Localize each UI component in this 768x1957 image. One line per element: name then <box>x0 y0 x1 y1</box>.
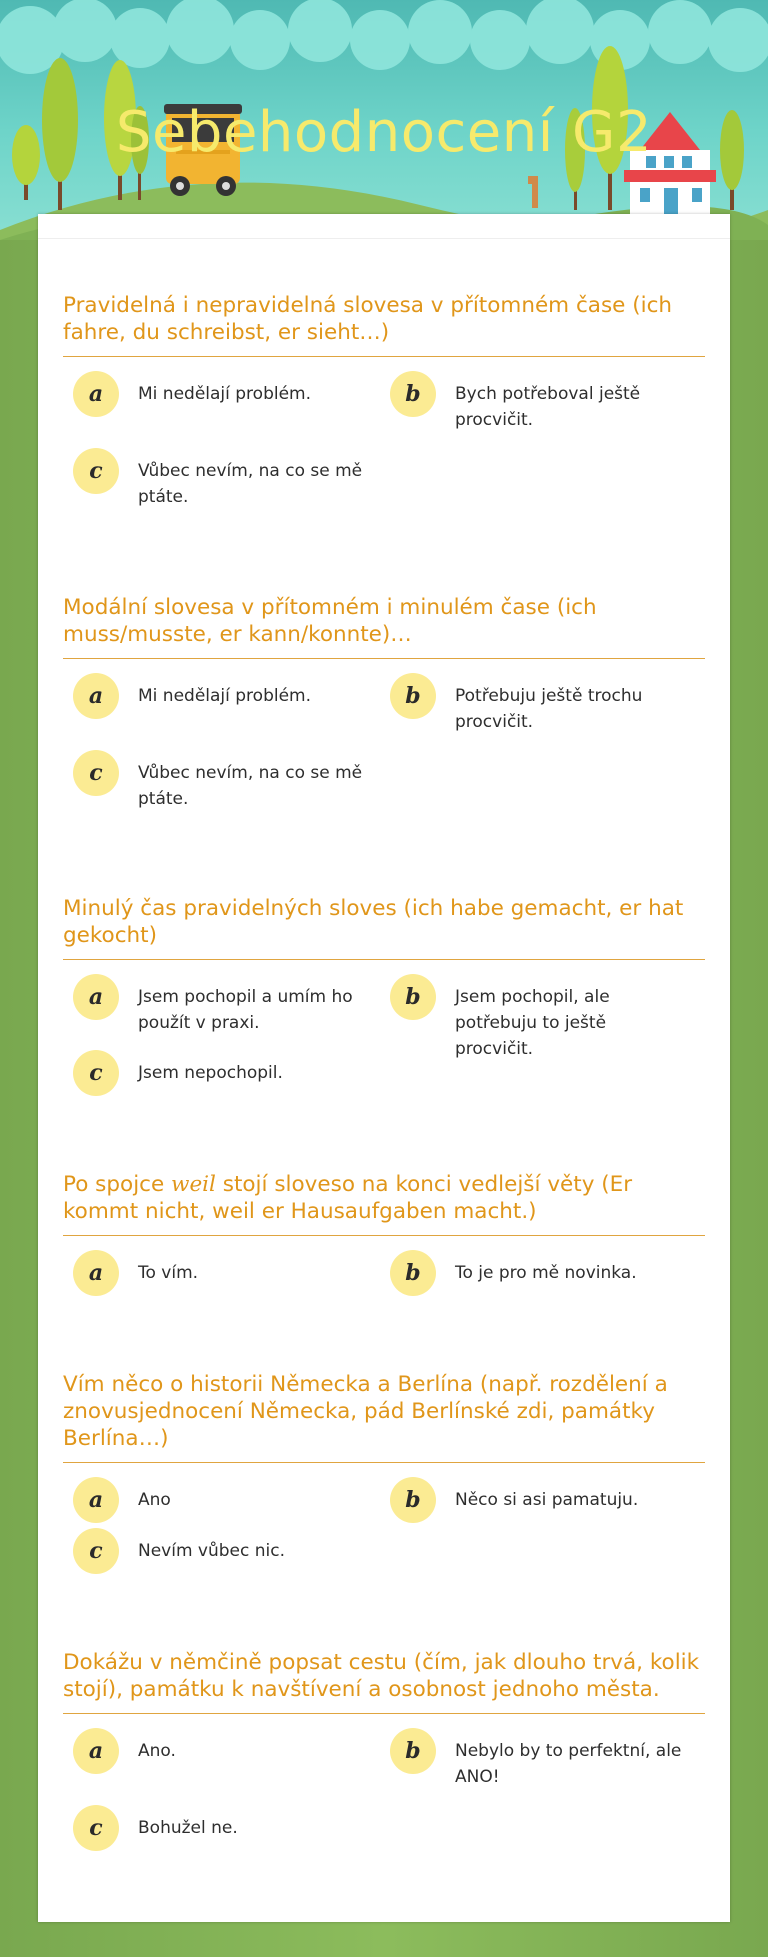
question-5 <box>63 1371 705 1577</box>
option-letter-badge: b <box>390 371 436 417</box>
option-letter-badge: b <box>390 1728 436 1774</box>
option-letter-badge: a <box>73 974 119 1020</box>
option-text: Jsem nepochopil. <box>138 1063 283 1083</box>
option-letter-badge: b <box>390 1477 436 1523</box>
options-list <box>63 1250 705 1300</box>
options-list <box>63 371 705 505</box>
option-text: Mi nedělají problém. <box>138 384 312 404</box>
question-title <box>63 1171 705 1236</box>
option-text: To vím. <box>138 1263 199 1283</box>
option-letter-badge: c <box>73 1050 119 1096</box>
option-text: Ano. <box>138 1741 176 1761</box>
question-title-start: Po spojce <box>63 1172 172 1197</box>
option-letter-badge: a <box>73 371 119 417</box>
divider <box>38 238 730 239</box>
options-list <box>63 673 705 807</box>
option-letter-badge: a <box>73 1728 119 1774</box>
question-2 <box>63 594 705 807</box>
option-text: Vůbec nevím, na co se mě ptáte. <box>138 461 363 507</box>
option-letter-badge: b <box>390 673 436 719</box>
survey-card <box>38 214 730 1922</box>
header-banner <box>0 0 768 240</box>
option-text: Mi nedělají problém. <box>138 686 312 706</box>
option-text: Bohužel ne. <box>138 1818 238 1838</box>
question-title: Modální slovesa v přítomném i minulém čase (ich muss/musste, er kann/konnte)… <box>63 594 705 659</box>
option-text: Potřebuju ještě trochu procvičit. <box>455 686 643 732</box>
question-title: Dokážu v němčině popsat cestu (čím, jak dlouho trvá, kolik stojí), památku k navštívení a osobnost jednoho města. <box>63 1649 705 1714</box>
option-letter-badge: a <box>73 1250 119 1296</box>
option-letter-badge: a <box>73 673 119 719</box>
option-text: Bych potřeboval ještě procvičit. <box>455 384 641 430</box>
question-title: Vím něco o historii Německa a Berlína (např. rozdělení a znovusjednocení Německa, pád Berlínské zdi, památky Berlína…) <box>63 1371 705 1463</box>
option-text: Jsem pochopil a umím ho použít v praxi. <box>138 987 353 1033</box>
option-letter-badge: c <box>73 750 119 796</box>
option-text: Vůbec nevím, na co se mě ptáte. <box>138 763 363 809</box>
options-list <box>63 974 705 1098</box>
option-text: Jsem pochopil, ale potřebuju to ještě procvičit. <box>455 987 610 1059</box>
option-text: To je pro mě novinka. <box>455 1263 637 1283</box>
question-4 <box>63 1171 705 1300</box>
option-letter-badge: b <box>390 974 436 1020</box>
question-1 <box>63 292 705 505</box>
options-list <box>63 1728 705 1852</box>
option-text: Nevím vůbec nic. <box>138 1541 286 1561</box>
option-letter-badge: c <box>73 448 119 494</box>
option-text: Nebylo by to perfektní, ale ANO! <box>455 1741 682 1787</box>
question-title-keyword: weil <box>171 1172 216 1197</box>
options-list <box>63 1477 705 1577</box>
question-3 <box>63 895 705 1098</box>
option-text: Něco si asi pamatuju. <box>455 1490 639 1510</box>
option-letter-badge: a <box>73 1477 119 1523</box>
option-letter-badge: b <box>390 1250 436 1296</box>
page-title: Sebehodnocení G2 <box>115 100 653 165</box>
option-letter-badge: c <box>73 1528 119 1574</box>
question-title: Pravidelná i nepravidelná slovesa v přítomném čase (ich fahre, du schreibst, er sieht…) <box>63 292 705 357</box>
question-title-end: stojí sloveso na konci vedlejší věty (Er kommt nicht, weil er Hausaufgaben macht.) <box>63 1172 633 1224</box>
option-text: Ano <box>138 1490 171 1510</box>
giraffe-icon <box>528 176 538 208</box>
question-title: Minulý čas pravidelných sloves (ich habe gemacht, er hat gekocht) <box>63 895 705 960</box>
option-letter-badge: c <box>73 1805 119 1851</box>
question-6 <box>63 1649 705 1852</box>
